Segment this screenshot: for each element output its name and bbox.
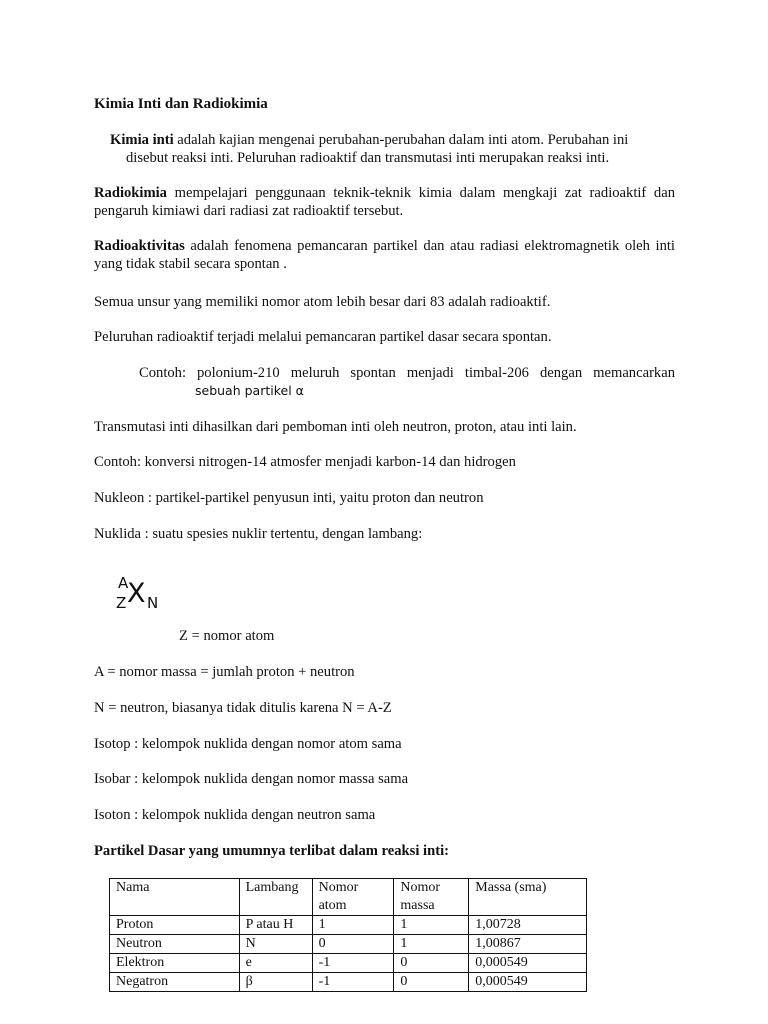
cell: -1 [312, 954, 394, 973]
definition-n: N = neutron, biasanya tidak ditulis karena N = A-Z [94, 700, 392, 716]
table-heading: Partikel Dasar yang umumnya terlibat dalam reaksi inti: [94, 843, 449, 859]
particle-table [109, 878, 587, 992]
paragraph: Contoh: konversi nitrogen-14 atmosfer menjadi karbon-14 dan hidrogen [94, 454, 516, 470]
header-cell: Nama [110, 879, 240, 916]
cell: 0,000549 [469, 973, 587, 992]
definition-isotop: Isotop : kelompok nuklida dengan nomor atom sama [94, 736, 402, 752]
term: Radiokimia [94, 185, 167, 201]
cell: 1,00867 [469, 935, 587, 954]
example-polonium [139, 364, 675, 382]
cell: Proton [110, 916, 240, 935]
cell: e [239, 954, 312, 973]
paragraph: Nuklida : suatu spesies nuklir tertentu, dengan lambang: [94, 526, 423, 542]
definition-a: A = nomor massa = jumlah proton + neutron [94, 664, 355, 680]
example-line: sebuah partikel α [195, 383, 304, 398]
text: mempelajari penggunaan teknik-teknik kimia dalam mengkaji zat radioaktif dan pengaruh kimiawi dari radiasi zat radioaktif tersebut. [94, 185, 675, 219]
table-header-row [110, 879, 587, 916]
cell: 1 [394, 916, 469, 935]
atomic-number: Z [116, 594, 127, 612]
paragraph: Transmutasi inti dihasilkan dari pemboman inti oleh neutron, proton, atau inti lain. [94, 419, 577, 435]
paragraph-radioaktivitas [94, 237, 675, 273]
header-cell: Massa (sma) [469, 879, 587, 916]
header-cell: Nomor atom [312, 879, 394, 916]
paragraph: Semua unsur yang memiliki nomor atom lebih besar dari 83 adalah radioaktif. [94, 294, 551, 310]
mass-number: A [118, 574, 129, 592]
cell: Negatron [110, 973, 240, 992]
paragraph-kimia-inti [110, 131, 691, 149]
element-symbol: X [127, 578, 146, 609]
cell: -1 [312, 973, 394, 992]
cell: β [239, 973, 312, 992]
cell: Neutron [110, 935, 240, 954]
paragraph: Nukleon : partikel-partikel penyusun inti, yaitu proton dan neutron [94, 490, 484, 506]
cell: 1 [312, 916, 394, 935]
cell: 0 [394, 954, 469, 973]
term: Radioaktivitas [94, 238, 185, 254]
definition-isoton: Isoton : kelompok nuklida dengan neutron sama [94, 807, 376, 823]
cell: 0 [312, 935, 394, 954]
cell: 1 [394, 935, 469, 954]
cell: N [239, 935, 312, 954]
cell: Elektron [110, 954, 240, 973]
definition-isobar: Isobar : kelompok nuklida dengan nomor massa sama [94, 771, 409, 787]
paragraph-radiokimia [94, 184, 675, 220]
term: Kimia inti [110, 132, 174, 148]
table-row [110, 973, 587, 992]
table-row [110, 935, 587, 954]
cell: P atau H [239, 916, 312, 935]
table-row [110, 954, 587, 973]
cell: 0,000549 [469, 954, 587, 973]
example-line: polonium-210 meluruh spontan menjadi timbal-206 dengan memancarkan [197, 365, 675, 381]
neutron-number: N [147, 594, 159, 612]
header-cell: Nomor massa [394, 879, 469, 916]
example-label: Contoh: [139, 365, 187, 381]
paragraph: Peluruhan radioaktif terjadi melalui pemancaran partikel dasar secara spontan. [94, 329, 552, 345]
paragraph-kimia-inti-line2: disebut reaksi inti. Peluruhan radioaktif dan transmutasi inti merupakan reaksi inti. [126, 150, 610, 166]
header-cell: Lambang [239, 879, 312, 916]
cell: 1,00728 [469, 916, 587, 935]
table-row [110, 916, 587, 935]
definition-z: Z = nomor atom [179, 628, 275, 644]
cell: 0 [394, 973, 469, 992]
text: adalah fenomena pemancaran partikel dan atau radiasi elektromagnetik oleh inti yang tidak stabil secara spontan . [94, 238, 675, 272]
document-title: Kimia Inti dan Radiokimia [94, 96, 268, 112]
text: adalah kajian mengenai perubahan-perubahan dalam inti atom. Perubahan ini [173, 132, 629, 148]
